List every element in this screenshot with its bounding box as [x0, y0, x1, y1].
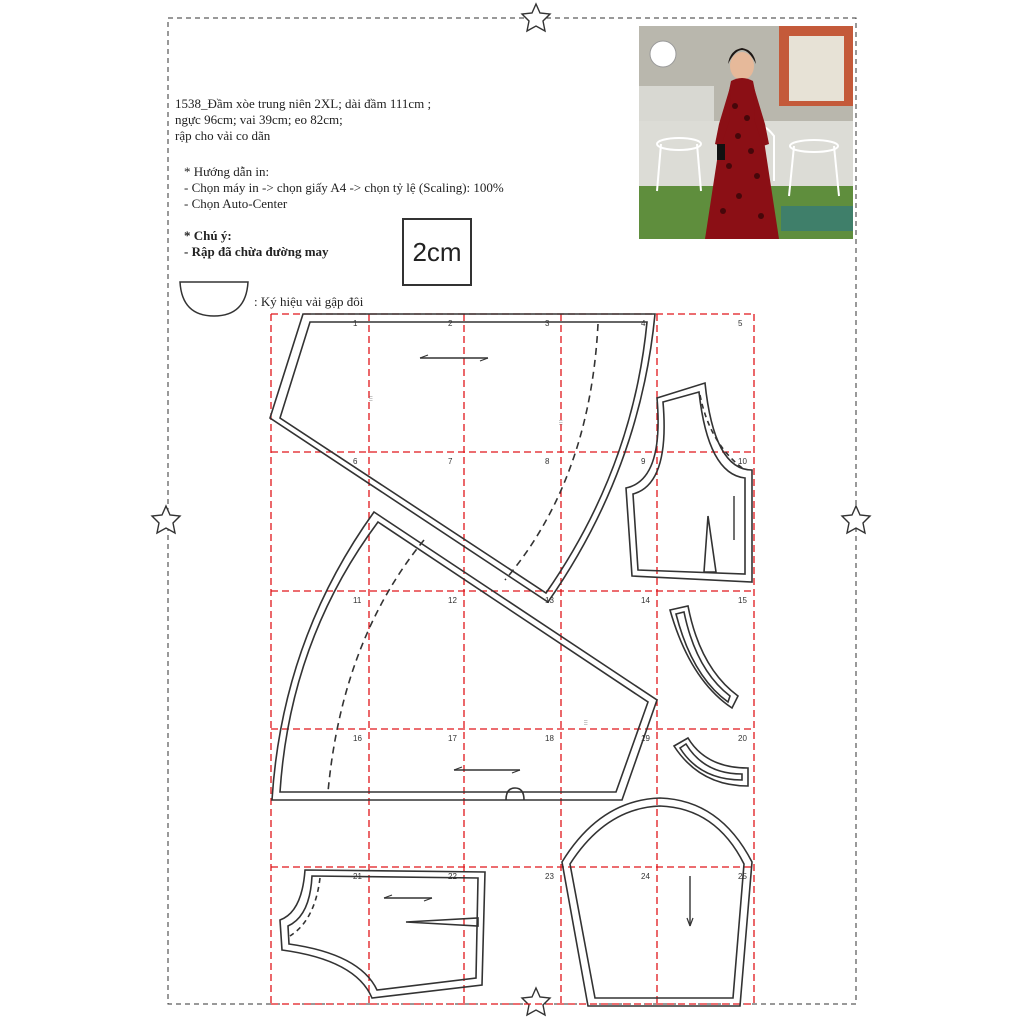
page-number-labels [353, 319, 747, 881]
page-number-2: 2 [448, 319, 453, 328]
bodice-back-piece [280, 870, 485, 998]
page-number-19: 19 [641, 734, 650, 743]
fabric-note: rập cho vải co dãn [175, 128, 271, 143]
page-number-23: 23 [545, 872, 554, 881]
star-mark-top [522, 4, 550, 31]
bodice-front-piece [626, 383, 752, 582]
note-text: - Rập đã chừa đường may [184, 244, 329, 259]
page-number-1: 1 [353, 319, 358, 328]
page-number-10: 10 [738, 457, 747, 466]
page-number-13: 13 [545, 596, 554, 605]
page-number-24: 24 [641, 872, 650, 881]
collar-facing-piece [674, 738, 748, 786]
page-number-5: 5 [738, 319, 743, 328]
print-guide-step1: - Chọn máy in -> chọn giấy A4 -> chọn tỷ lệ (Scaling): 100% [184, 180, 504, 195]
page-number-18: 18 [545, 734, 554, 743]
page-number-16: 16 [353, 734, 362, 743]
piece-label: | | | [559, 420, 564, 426]
print-guide-step2: - Chọn Auto-Center [184, 196, 288, 211]
fold-legend-text: : Ký hiệu vải gập đôi [254, 294, 364, 309]
page-number-15: 15 [738, 596, 747, 605]
page-number-9: 9 [641, 457, 646, 466]
print-guide-heading: * Hướng dẫn in: [184, 164, 270, 179]
page-number-3: 3 [545, 319, 550, 328]
page-number-22: 22 [448, 872, 457, 881]
page-number-4: 4 [641, 319, 646, 328]
page-number-12: 12 [448, 596, 457, 605]
scale-reference-box: 2cm [402, 218, 472, 286]
page-number-17: 17 [448, 734, 457, 743]
page-number-11: 11 [353, 596, 362, 605]
pattern-title: 1538_Đầm xòe trung niên 2XL; dài đầm 111cm ; [175, 96, 432, 111]
star-mark-bottom [522, 988, 550, 1015]
page-number-25: 25 [738, 872, 747, 881]
measurements-text: ngực 96cm; vai 39cm; eo 82cm; [175, 112, 343, 127]
fold-symbol-icon [180, 282, 248, 316]
page-number-21: 21 [353, 872, 362, 881]
skirt-panel-top [270, 314, 655, 602]
piece-label: | | | [369, 396, 374, 402]
page-number-20: 20 [738, 734, 747, 743]
note-heading: * Chú ý: [184, 228, 232, 243]
tile-grid [271, 314, 754, 1004]
page-number-7: 7 [448, 457, 453, 466]
neck-facing-strip [670, 606, 738, 708]
page-number-14: 14 [641, 596, 650, 605]
star-mark-left [152, 506, 180, 533]
page-number-8: 8 [545, 457, 550, 466]
piece-label: | | | [584, 720, 589, 726]
page-number-6: 6 [353, 457, 358, 466]
